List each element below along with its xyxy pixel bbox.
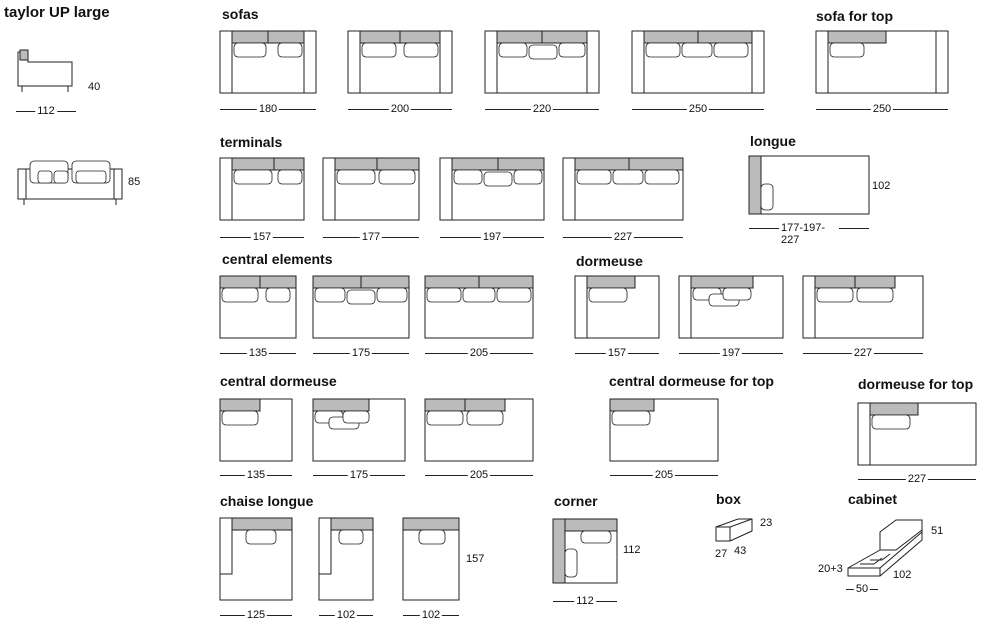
section-label-dormeuse: dormeuse <box>576 253 643 269</box>
front-view-drawing <box>14 155 129 210</box>
dormeuse-dim-227: 227 <box>803 348 923 358</box>
box-width-dim: 43 <box>734 545 747 557</box>
dormeuse-for-top-drawing <box>858 403 983 467</box>
central-175-drawing <box>313 276 413 340</box>
central-dormeuse-for-top-drawing <box>610 399 725 463</box>
longue-drawing <box>749 156 874 216</box>
longue-depth-dim: 102 <box>872 180 891 192</box>
section-label-cabinet: cabinet <box>848 491 898 507</box>
central-dim-205: 205 <box>425 348 533 358</box>
dormeuse-for-top-dim-227: 227 <box>858 474 976 484</box>
sofa-200-drawing <box>348 31 448 95</box>
box-height-dim: 23 <box>760 517 773 529</box>
dormeuse-197-drawing <box>679 276 789 340</box>
dormeuse-dim-197: 197 <box>679 348 783 358</box>
terminal-dim-197: 197 <box>440 232 544 242</box>
dormeuse-157-drawing <box>575 276 665 340</box>
chaise-longue-depth-dim: 157 <box>466 553 485 565</box>
chaise-longue-125-drawing <box>220 518 300 602</box>
corner-depth-dim: 112 <box>623 544 641 556</box>
section-label-box: box <box>716 491 741 507</box>
section-label-dormeuse-for-top: dormeuse for top <box>858 376 974 392</box>
box-drawing <box>712 515 762 549</box>
central-dim-135: 135 <box>220 348 296 358</box>
sofa-dim-250: 250 <box>632 104 764 114</box>
section-label-central-dormeuse: central dormeuse <box>220 373 337 389</box>
central-dormeuse-dim-175: 175 <box>313 470 405 480</box>
side-width-dim: 112 <box>16 106 76 116</box>
central-dormeuse-for-top-dim-205: 205 <box>610 470 718 480</box>
terminal-197-drawing <box>440 158 550 222</box>
corner-drawing <box>553 519 621 587</box>
sofa-250-drawing <box>632 31 772 95</box>
sofa-dim-180: 180 <box>220 104 316 114</box>
central-dormeuse-175-drawing <box>313 399 413 463</box>
central-205-drawing <box>425 276 540 340</box>
chaise-longue-dim-125: 125 <box>220 610 292 620</box>
front-height-dim: 85 <box>128 176 141 188</box>
sofa-220-drawing <box>485 31 605 95</box>
chaise-longue-102-left-drawing <box>319 518 379 602</box>
terminal-dim-177: 177 <box>323 232 419 242</box>
chaise-longue-dim-102-a: 102 <box>319 610 373 620</box>
model-title: taylor UP large <box>4 4 110 21</box>
box-depth-dim: 27 <box>715 548 728 560</box>
central-135-drawing <box>220 276 305 340</box>
longue-width-dim: 177-197-227 <box>749 223 869 233</box>
terminal-227-drawing <box>563 158 688 222</box>
dormeuse-227-drawing <box>803 276 928 340</box>
cabinet-base-height-dim: 20+3 <box>818 563 843 575</box>
terminal-177-drawing <box>323 158 423 222</box>
side-height-dim: 40 <box>88 81 101 93</box>
central-dim-175: 175 <box>313 348 409 358</box>
chaise-longue-102-right-drawing <box>403 518 463 602</box>
section-label-corner: corner <box>554 493 598 509</box>
section-label-sofas: sofas <box>222 6 259 22</box>
sofa-180-drawing <box>220 31 320 95</box>
section-label-sofa-for-top: sofa for top <box>816 8 893 24</box>
central-dormeuse-dim-135: 135 <box>220 470 292 480</box>
section-label-chaise-longue: chaise longue <box>220 493 314 509</box>
central-dormeuse-135-drawing <box>220 399 300 463</box>
central-dormeuse-dim-205: 205 <box>425 470 533 480</box>
sofa-for-top-drawing <box>816 31 951 95</box>
section-label-central-dormeuse-for-top: central dormeuse for top <box>609 373 774 389</box>
section-label-longue: longue <box>750 133 796 149</box>
sofa-dim-220: 220 <box>485 104 599 114</box>
section-label-central-elements: central elements <box>222 251 333 267</box>
section-label-terminals: terminals <box>220 134 283 150</box>
side-view-drawing <box>14 46 84 96</box>
terminal-157-drawing <box>220 158 310 222</box>
dormeuse-dim-157: 157 <box>575 348 659 358</box>
corner-width-dim: 112 <box>553 596 617 606</box>
cabinet-drawing <box>840 510 935 582</box>
terminal-dim-227: 227 <box>563 232 683 242</box>
terminal-dim-157: 157 <box>220 232 304 242</box>
cabinet-length-dim: 102 <box>893 569 912 581</box>
sofa-dim-200: 200 <box>348 104 452 114</box>
chaise-longue-dim-102-b: 102 <box>403 610 459 620</box>
sofa-for-top-dim-250: 250 <box>816 104 948 114</box>
central-dormeuse-205-drawing <box>425 399 540 463</box>
cabinet-height-dim: 51 <box>931 525 944 537</box>
cabinet-depth-dim: 50 <box>846 584 878 594</box>
